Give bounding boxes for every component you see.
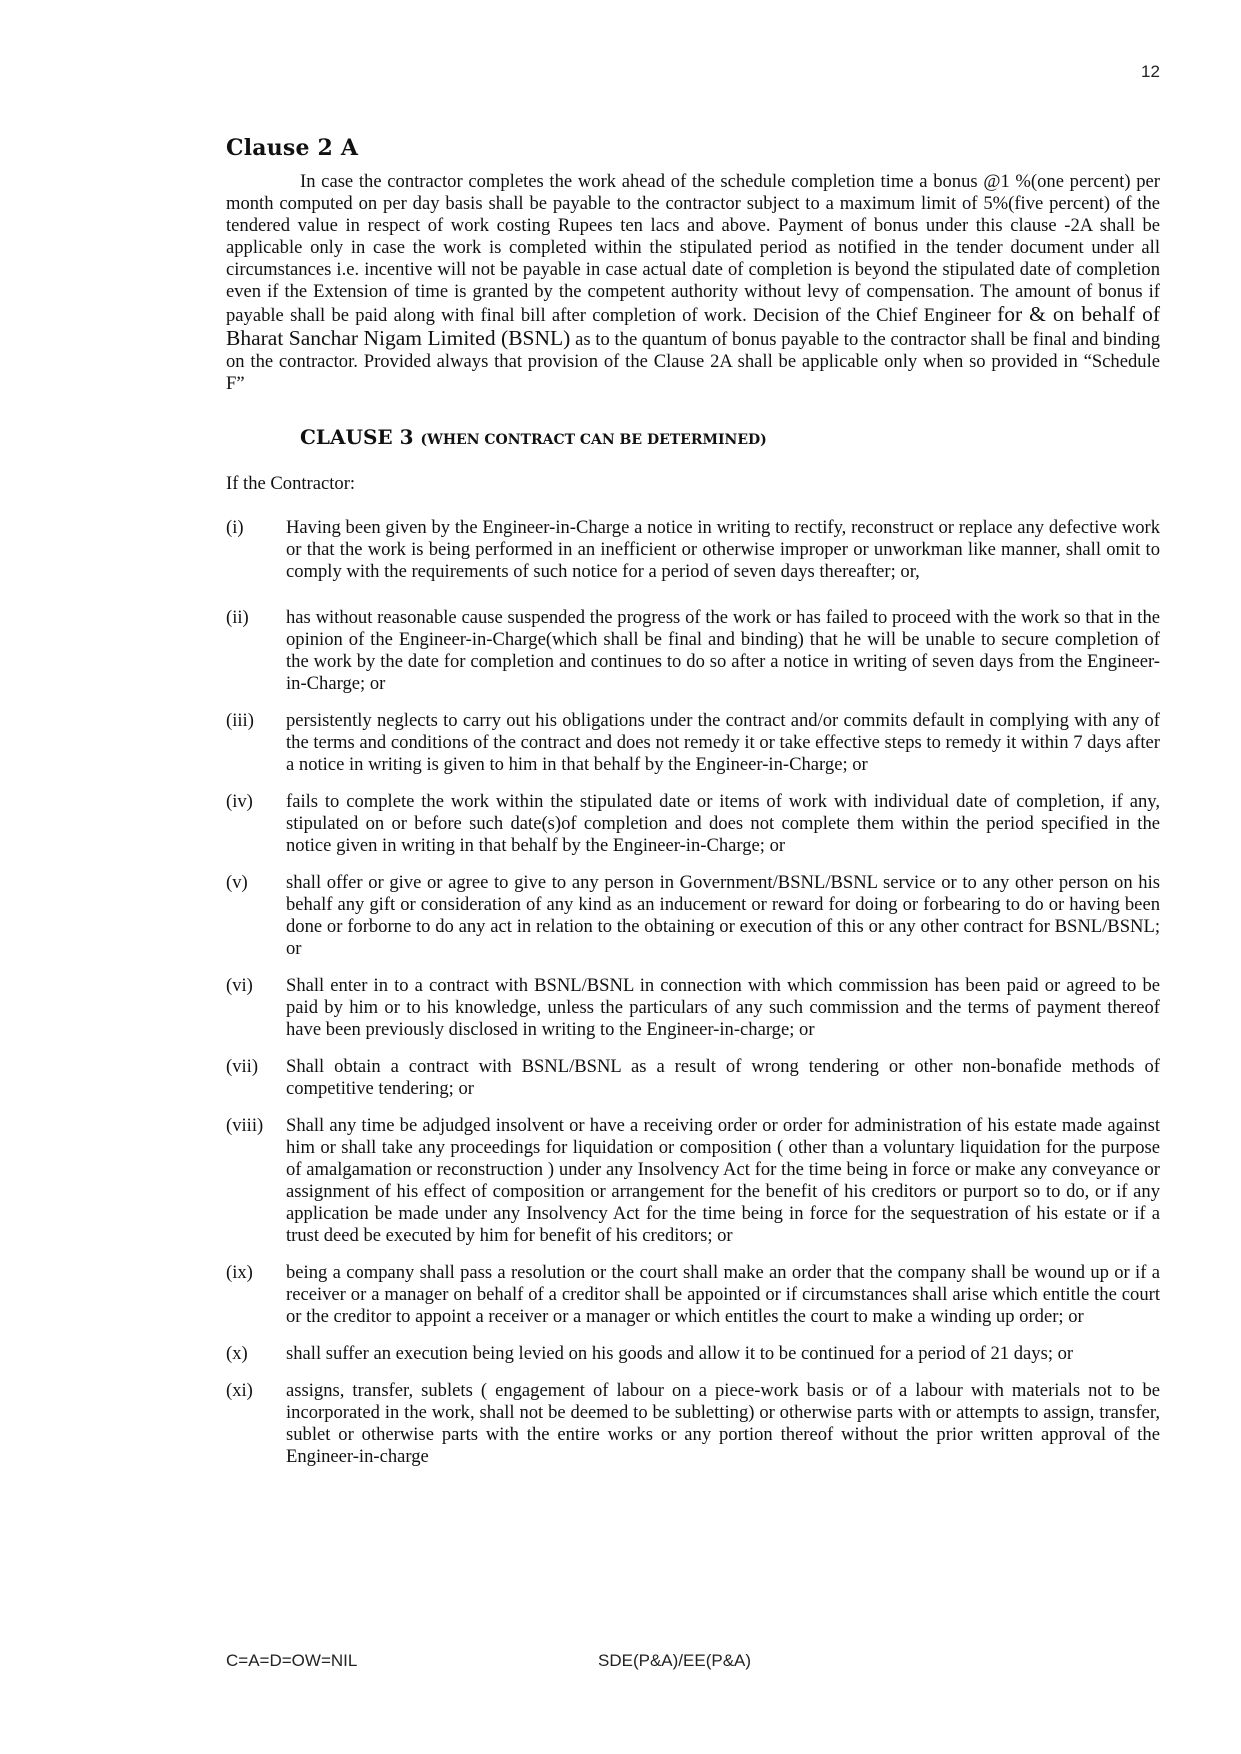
list-item-text: assigns, transfer, sublets ( engagement of labour on a piece-work basis or of a labour with materials not to be incorporated in the work, shall not be deemed to be subletting) or otherwise parts with or attempts to assign, transfer, sublet or otherwise parts with the entire works or any portion thereof without the prior written approval of the Engineer-in-charge	[286, 1380, 1160, 1467]
page-number: 12	[1141, 62, 1160, 81]
clause-2a-body	[226, 171, 1160, 395]
list-item-text: shall suffer an execution being levied on his goods and allow it to be continued for a period of 21 days; or	[286, 1343, 1074, 1364]
footer-signatory: SDE(P&A)/EE(P&A)	[598, 1651, 752, 1670]
list-item-number: (xi)	[226, 1380, 253, 1401]
list-item-text: shall offer or give or agree to give to any person in Government/BSNL/BSNL service or to any other person on his behalf any gift or consideration of any kind as an inducement or reward for doing or forbearing to do or having been done or forborne to do any act in relation to the obtaining or execution of this or any other contract for BSNL/BSNL; or	[286, 872, 1160, 959]
document-body	[226, 135, 1160, 1483]
list-item	[226, 1056, 1160, 1100]
list-item-number: (ii)	[226, 607, 249, 628]
list-item-text: Having been given by the Engineer-in-Charge a notice in writing to rectify, reconstruct or replace any defective work or that the work is being performed in an inefficient or otherwise improper or unworkman like manner, shall omit to comply with the requirements of such notice for a period of seven days thereafter; or,	[286, 517, 1160, 582]
footer-left-code: C=A=D=OW=NIL	[226, 1651, 358, 1670]
list-item	[226, 1380, 1160, 1468]
list-item-text: Shall obtain a contract with BSNL/BSNL as a result of wrong tendering or other non-bonafide methods of competitive tendering; or	[286, 1056, 1160, 1099]
list-item-text: Shall any time be adjudged insolvent or have a receiving order or order for administration of his estate made against him or shall take any proceedings for liquidation or composition ( other than a voluntary liquidation for the purpose of amalgamation or reconstruction ) under any Insolvency Act for the time being in force or make any conveyance or assignment of his effect of composition or arrangement for the benefit of his creditors or purport so to do, or if any application be made under any Insolvency Act for the time being in force for the sequestration of his estate or if a trust deed be executed by him for benefit of his creditors; or	[286, 1115, 1160, 1246]
list-item-number: (vii)	[226, 1056, 259, 1077]
clause-2a-text-2: as to the quantum of bonus payable to the contractor shall be final and binding on the contractor. Provided always that provision of the Clause 2A shall be applicable only when so provided in “Schedule F”	[226, 329, 1160, 394]
list-item-number: (x)	[226, 1343, 248, 1364]
list-item-number: (ix)	[226, 1262, 253, 1283]
list-item-number: (v)	[226, 872, 248, 893]
list-item-text: being a company shall pass a resolution or the court shall make an order that the company shall be wound up or if a receiver or a manager on behalf of a creditor shall be appointed or if circumstances shall arise which entitle the court or the creditor to appoint a receiver or a manager or which entitles the court to make a winding up order; or	[286, 1262, 1160, 1327]
list-item-number: (i)	[226, 517, 244, 538]
list-item-text: persistently neglects to carry out his obligations under the contract and/or commits default in complying with any of the terms and conditions of the contract and does not remedy it or take effective steps to remedy it within 7 days after a notice in writing is given to him in that behalf by the Engineer-in-Charge; or	[286, 710, 1160, 775]
clause-3-intro: If the Contractor:	[226, 473, 356, 494]
list-item-text: fails to complete the work within the stipulated date or items of work with individual date of completion, if any, stipulated on or before such date(s)of completion and does not complete them within the period specified in the notice given in writing in that behalf by the Engineer-in-Charge; or	[286, 791, 1160, 856]
list-item	[226, 710, 1160, 776]
list-item	[226, 1115, 1160, 1247]
clause-2a-text-bsnl: for & on behalf of Bharat Sanchar Nigam Limited (BSNL)	[226, 302, 1160, 350]
list-item	[226, 975, 1160, 1041]
list-item-number: (iii)	[226, 710, 254, 731]
clause-2a-title: Clause 2 A	[226, 135, 359, 161]
list-item-text: has without reasonable cause suspended the progress of the work or has failed to proceed with the work so that in the opinion of the Engineer-in-Charge(which shall be final and binding) that he will be unable to secure completion of the work by the date for completion and continues to do so after a notice in writing of seven days from the Engineer-in-Charge; or	[286, 607, 1160, 694]
list-item	[226, 517, 1160, 583]
list-item-number: (viii)	[226, 1115, 264, 1136]
clause-3-heading	[300, 425, 1160, 449]
list-item-text: Shall enter in to a contract with BSNL/BSNL in connection with which commission has been paid or agreed to be paid by him or to his knowledge, unless the particulars of any such commission and the terms of payment thereof have been previously disclosed in writing to the Engineer-in-charge; or	[286, 975, 1160, 1040]
clause-3-list	[226, 517, 1160, 1468]
list-item-number: (vi)	[226, 975, 253, 996]
list-item-number: (iv)	[226, 791, 253, 812]
list-item	[226, 1343, 1160, 1365]
list-item	[226, 607, 1160, 695]
clause-2a-text-1: In case the contractor completes the work ahead of the schedule completion time a bonus @1 %(one percent) per month computed on per day basis shall be payable to the contractor subject to a maximum limit of 5%(five percent) of the tendered value in respect of work costing Rupees ten lacs and above. Payment of bonus under this clause -2A shall be applicable only in case the work is completed within the stipulated period as notified in the tender document under all circumstances i.e. incentive will not be payable in case actual date of completion is beyond the stipulated date of completion even if the Extension of time is granted by the competent authority without levy of compensation. The amount of bonus if payable shall be paid along with final bill after completion of work. Decision of the Chief Engineer	[226, 171, 1160, 326]
list-item	[226, 791, 1160, 857]
clause-3-subtitle: (WHEN CONTRACT CAN BE DETERMINED)	[420, 432, 767, 448]
clause-3-title: CLAUSE 3	[300, 425, 414, 449]
list-item	[226, 872, 1160, 960]
list-item	[226, 1262, 1160, 1328]
